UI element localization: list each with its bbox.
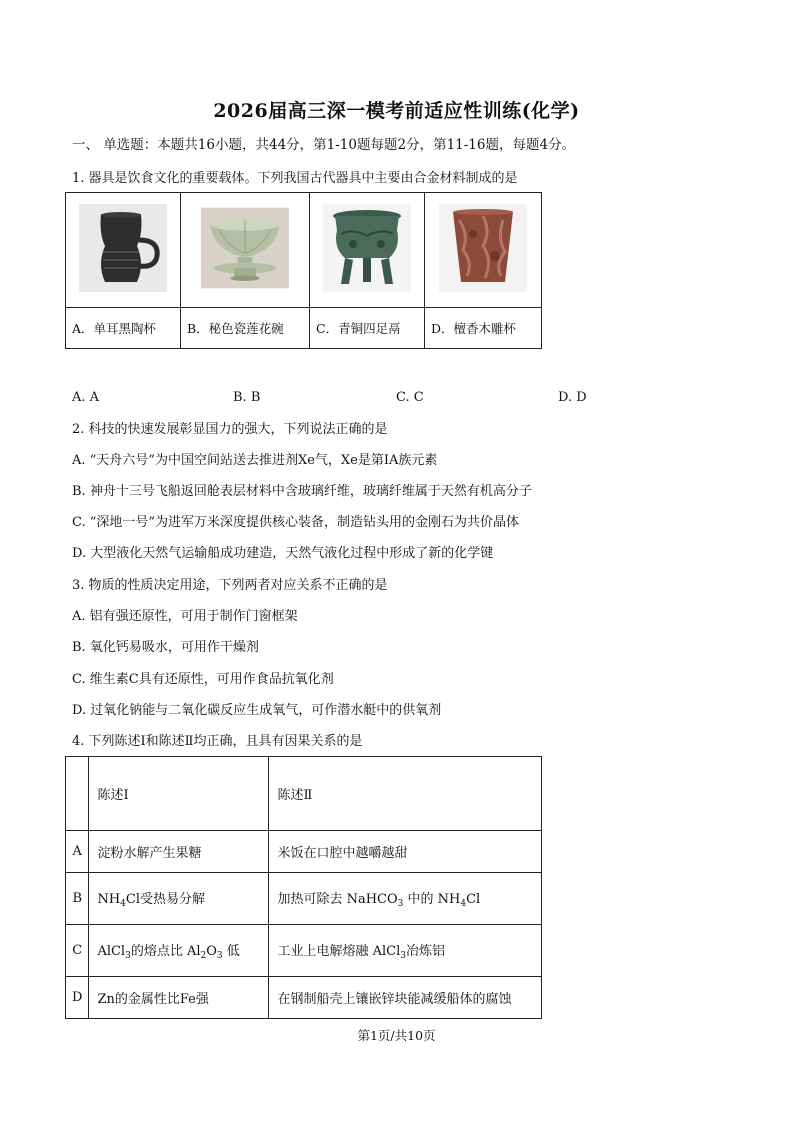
section-text: 本题共16小题，共44分，第1-10题每题2分，第11-16题，每题4分。 <box>157 137 576 153</box>
sandalwood-carved-cup-image <box>439 204 527 292</box>
q4-row-s2: 米饭在口腔中越嚼越甜 <box>269 831 542 873</box>
q1-image-a <box>66 193 181 308</box>
q3-option-b: B. 氧化钙易吸水，可用作干燥剂 <box>72 640 259 655</box>
q4-row-a <box>66 831 542 873</box>
q4-row-s1: AlCl$_3$的熔点比 $Al_2O_3$ 低 <box>89 925 269 977</box>
q4-row-c <box>66 925 542 977</box>
black-pottery-cup-image <box>79 204 167 292</box>
q2-option-d: D. 大型液化天然气运输船成功建造，天然气液化过程中形成了新的化学键 <box>72 546 494 561</box>
q4-stem: 4. 下列陈述Ⅰ和陈述Ⅱ均正确，且具有因果关系的是 <box>72 734 363 749</box>
q1-choice-b: B. B <box>233 390 261 405</box>
celadon-lotus-bowl-image <box>201 204 289 292</box>
q4-row-key: D <box>66 977 89 1019</box>
q3-option-d: D. 过氧化钠能与二氧化碳反应生成氧气，可作潜水艇中的供氧剂 <box>72 703 442 718</box>
q1-caption-a: A．单耳黑陶杯 <box>66 308 181 349</box>
page-footer: 第1页/共10页 <box>357 1028 436 1043</box>
q2-option-b: B. 神舟十三号飞船返回舱表层材料中含玻璃纤维，玻璃纤维属于天然有机高分子 <box>72 484 532 499</box>
exam-title: 2026届高三深一模考前适应性训练(化学) <box>213 100 580 122</box>
q1-caption-d: D．檀香木雕杯 <box>425 308 542 349</box>
q2-stem: 2. 科技的快速发展彰显国力的强大，下列说法正确的是 <box>72 422 388 437</box>
q4-header-key <box>66 757 89 831</box>
q4-header-s2: 陈述Ⅱ <box>269 757 542 831</box>
bronze-tripod-vessel-image <box>323 204 411 292</box>
q1-image-b <box>181 193 310 308</box>
q1-choice-c: C. C <box>396 390 424 405</box>
q4-row-key: B <box>66 873 89 925</box>
q4-row-key: C <box>66 925 89 977</box>
q4-row-s1: $NH_4Cl$受热易分解 <box>89 873 269 925</box>
q4-statement-table <box>65 756 542 1019</box>
q4-header-s1: 陈述Ⅰ <box>89 757 269 831</box>
q1-choice-a: A. A <box>72 390 100 405</box>
q4-row-s2: 工业上电解熔融 AlCl$_3$冶炼铝 <box>269 925 542 977</box>
q2-option-a: A. “天舟六号”为中国空间站送去推进剂Xe气，Xe是第IA族元素 <box>72 453 438 468</box>
section-heading <box>72 136 575 154</box>
q4-row-s1: 淀粉水解产生果糖 <box>89 831 269 873</box>
q4-row-s1: Zn的金属性比Fe强 <box>89 977 269 1019</box>
q4-row-s2: 加热可除去 NaHCO$_3$ 中的 $NH_4Cl$ <box>269 873 542 925</box>
q4-row-key: A <box>66 831 89 873</box>
q1-stem: 1. 器具是饮食文化的重要载体。下列我国古代器具中主要由合金材料制成的是 <box>72 171 518 186</box>
q1-image-c <box>310 193 425 308</box>
q1-choice-d: D. D <box>558 390 587 405</box>
q3-option-a: A. 铝有强还原性，可用于制作门窗框架 <box>72 609 298 624</box>
q2-option-c: C. “深地一号”为进军万米深度提供核心装备，制造钻头用的金刚石为共价晶体 <box>72 515 520 530</box>
q1-caption-c: C．青铜四足鬲 <box>310 308 425 349</box>
q4-row-b <box>66 873 542 925</box>
section-prefix: 一、 单选题： <box>72 137 158 153</box>
q4-header-row <box>66 757 542 831</box>
q3-option-c: C. 维生素C具有还原性，可用作食品抗氧化剂 <box>72 672 334 687</box>
q4-row-d <box>66 977 542 1019</box>
q1-caption-b: B．秘色瓷莲花碗 <box>181 308 310 349</box>
q3-stem: 3. 物质的性质决定用途，下列两者对应关系不正确的是 <box>72 578 388 593</box>
q1-image-table <box>65 192 542 349</box>
q1-image-d <box>425 193 542 308</box>
q4-row-s2: 在钢制船壳上镶嵌锌块能减缓船体的腐蚀 <box>269 977 542 1019</box>
